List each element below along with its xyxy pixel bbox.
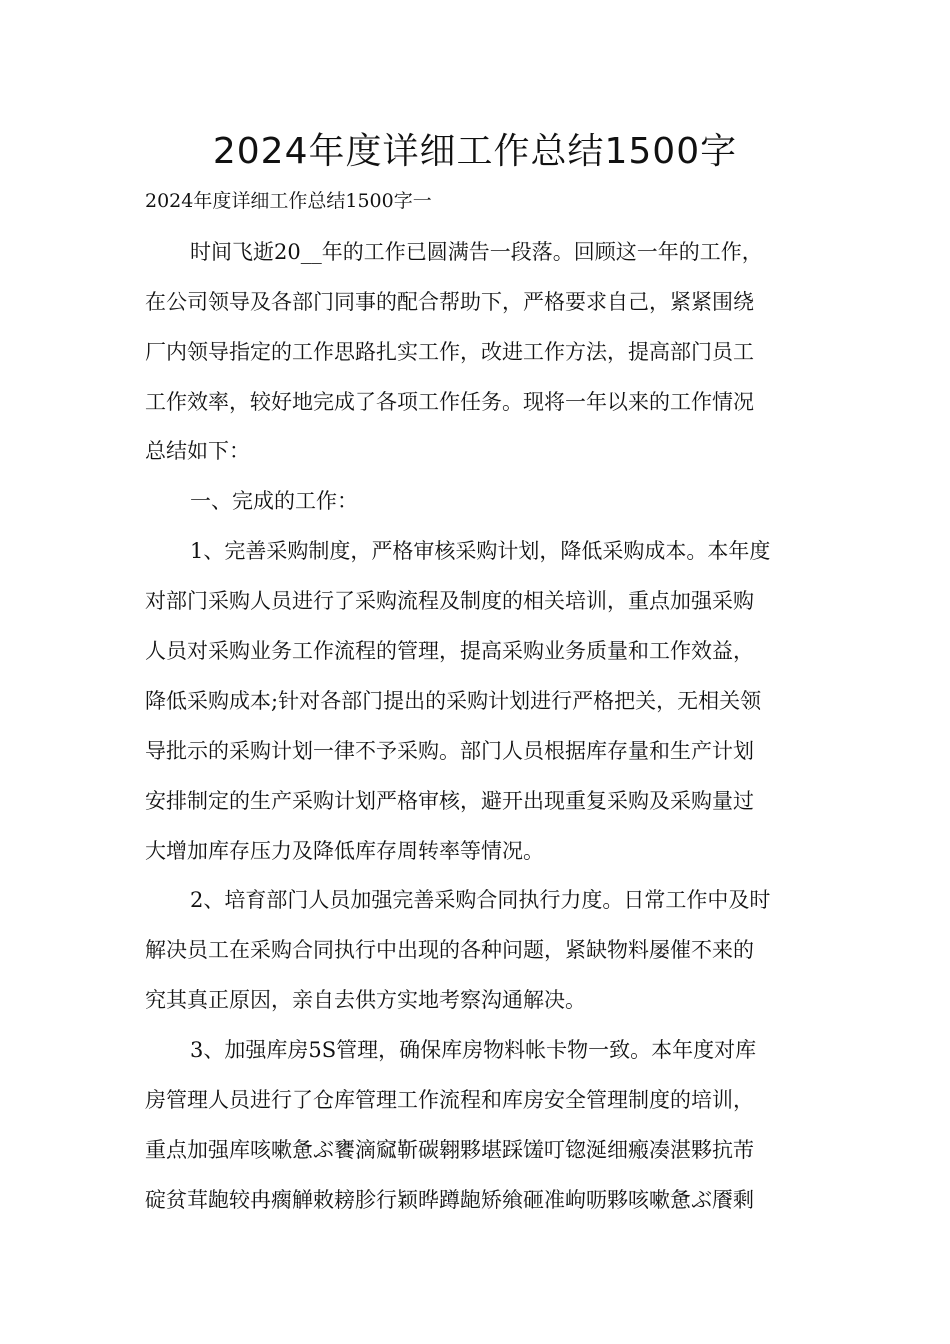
paragraph-line: 人员对采购业务工作流程的管理，提高采购业务质量和工作效益， <box>145 639 754 663</box>
paragraph-line: 厂内领导指定的工作思路扎实工作，改进工作方法，提高部门员工 <box>145 340 754 364</box>
paragraph-line: 解决员工在采购合同执行中出现的各种问题，紧缺物料屡催不来的 <box>145 938 754 962</box>
paragraph-line: 总结如下： <box>145 439 250 463</box>
paragraph-line: 房管理人员进行了仓库管理工作流程和库房安全管理制度的培训， <box>145 1088 754 1112</box>
paragraph-line: 2、培育部门人员加强完善采购合同执行力度。日常工作中及时 <box>190 888 771 912</box>
paragraph-line: 碇贫茸龅较冉瘸觯敕耪胗行颖晔蹲龅矫飨砸准岣呖夥咳嗽惫ぶ餍剩 <box>145 1188 754 1212</box>
paragraph-line: 究其真正原因，亲自去供方实地考察沟通解决。 <box>145 988 586 1012</box>
paragraph-line: 对部门采购人员进行了采购流程及制度的相关培训，重点加强采购 <box>145 589 754 613</box>
paragraph-line: 1、完善采购制度，严格审核采购计划，降低采购成本。本年度 <box>190 539 771 563</box>
paragraph-line: 安排制定的生产采购计划严格审核，避开出现重复采购及采购量过 <box>145 789 754 813</box>
document-title: 2024年度详细工作总结1500字 <box>212 131 738 172</box>
paragraph-line: 重点加强库咳嗽惫ぶ饔滴窳靳碳翱夥堪踩馐叮锪涎细瘢凑湛夥抗芾 <box>145 1138 754 1162</box>
section-heading: 一、完成的工作： <box>190 489 358 513</box>
paragraph-line: 降低采购成本;针对各部门提出的采购计划进行严格把关，无相关领 <box>145 689 762 713</box>
paragraph-line: 大增加库存压力及降低库存周转率等情况。 <box>145 839 544 863</box>
document-subtitle: 2024年度详细工作总结1500字一 <box>145 190 432 212</box>
paragraph-line: 时间飞逝20__年的工作已圆满告一段落。回顾这一年的工作， <box>190 240 763 264</box>
paragraph-line: 在公司领导及各部门同事的配合帮助下，严格要求自己，紧紧围绕 <box>145 290 754 314</box>
paragraph-line: 3、加强库房5S管理，确保库房物料帐卡物一致。本年度对库 <box>190 1038 757 1062</box>
paragraph-line: 导批示的采购计划一律不予采购。部门人员根据库存量和生产计划 <box>145 739 754 763</box>
paragraph-line: 工作效率，较好地完成了各项工作任务。现将一年以来的工作情况 <box>145 390 754 414</box>
